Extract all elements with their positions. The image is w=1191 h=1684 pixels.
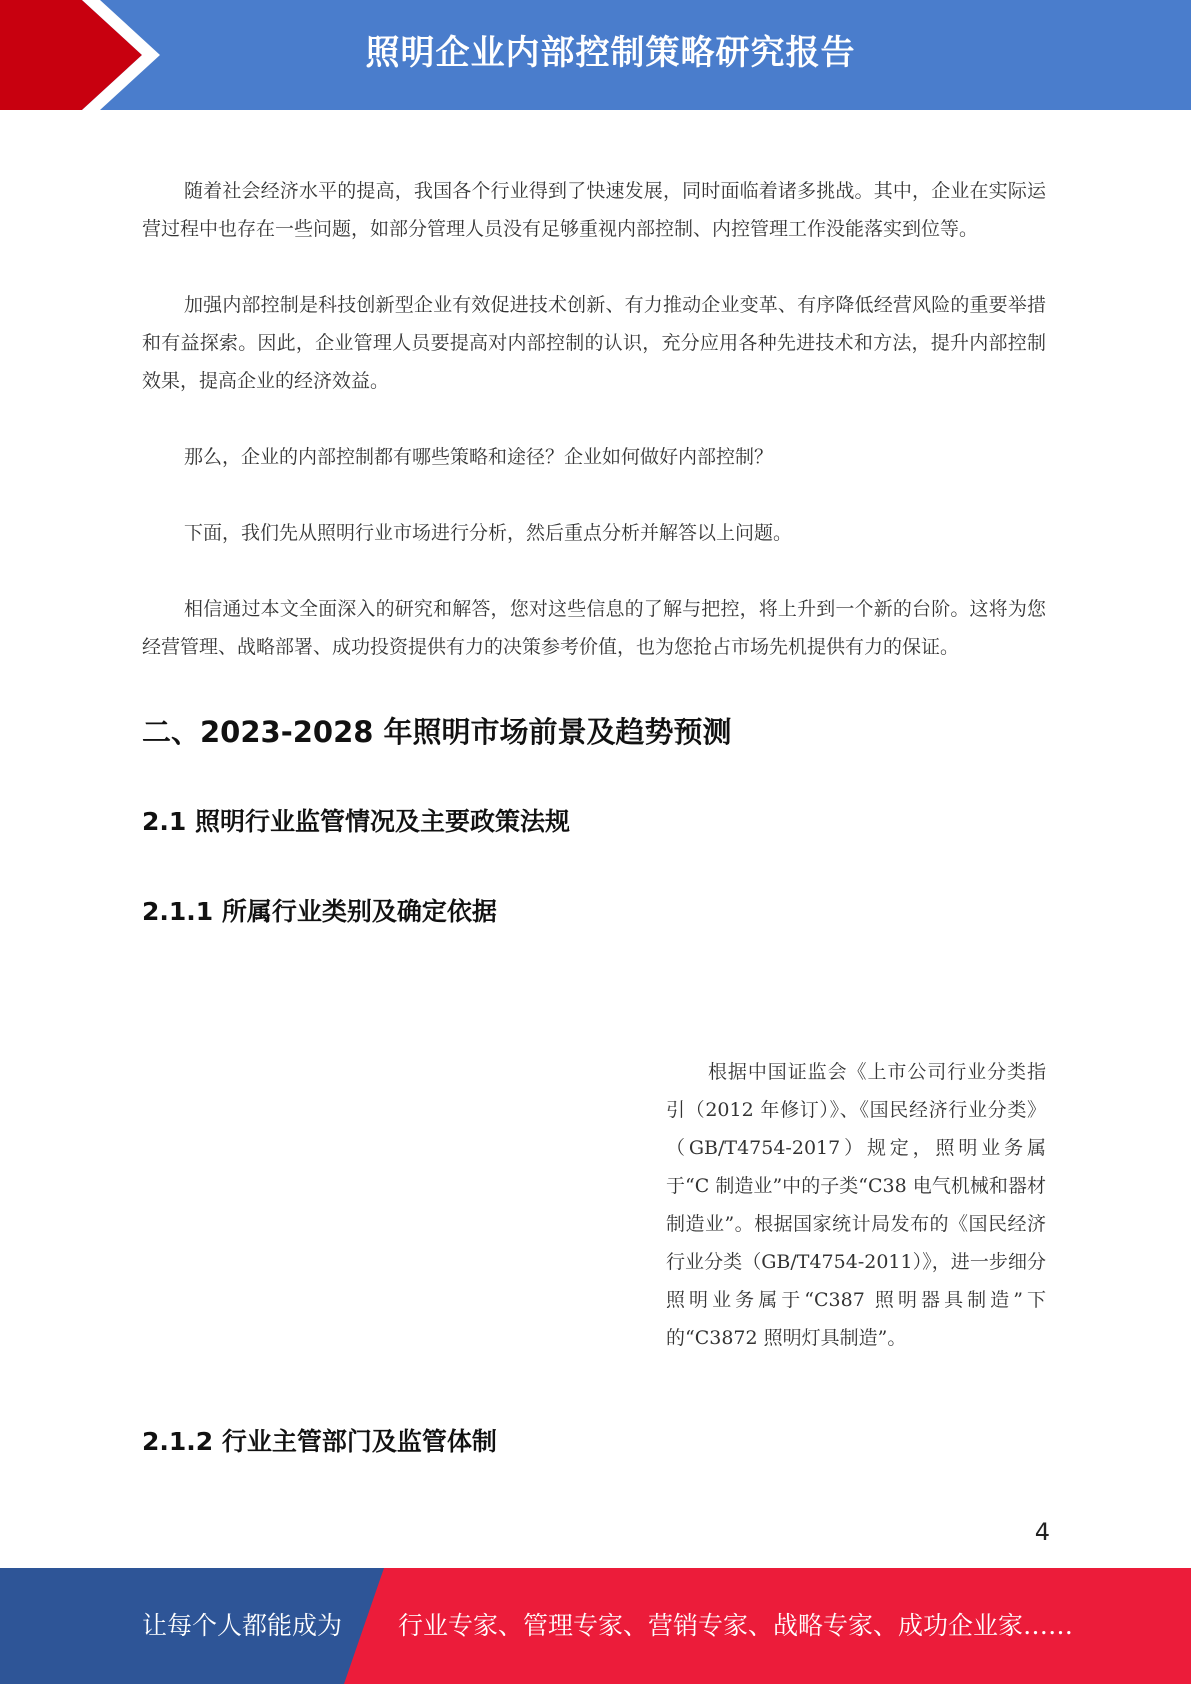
page-footer [0, 1568, 1191, 1684]
section-2-1-2-heading: 2.1.2 行业主管部门及监管体制 [142, 1427, 497, 1456]
section-2-1-heading: 2.1 照明行业监管情况及主要政策法规 [142, 807, 570, 836]
footer-slogan-right: 行业专家、管理专家、营销专家、战略专家、成功企业家…… [398, 1611, 1074, 1640]
page-number: 4 [1034, 1518, 1050, 1546]
intro-paragraph-5: 相信通过本文全面深入的研究和解答，您对这些信息的了解与把控，将上升到一个新的台阶。这将为您经营管理、战略部署、成功投资提供有力的决策参考价值，也为您抢占市场先机提供有力的保证。 [142, 598, 1046, 658]
intro-paragraph-1: 随着社会经济水平的提高，我国各个行业得到了快速发展，同时面临着诸多挑战。其中，企业在实际运营过程中也存在一些问题，如部分管理人员没有足够重视内部控制、内控管理工作没能落实到位等。 [142, 180, 1046, 240]
footer-slogan-left: 让每个人都能成为 [142, 1611, 343, 1640]
intro-paragraph-4: 下面，我们先从照明行业市场进行分析，然后重点分析并解答以上问题。 [184, 522, 793, 544]
intro-paragraph-2: 加强内部控制是科技创新型企业有效促进技术创新、有力推动企业变革、有序降低经营风险的重要举措和有益探索。因此，企业管理人员要提高对内部控制的认识，充分应用各种先进技术和方法，提升内部控制效果，提高企业的经济效益。 [142, 294, 1046, 392]
section-2-1-1-heading: 2.1.1 所属行业类别及确定依据 [142, 897, 497, 926]
intro-paragraph-3: 那么，企业的内部控制都有哪些策略和途径？企业如何做好内部控制？ [184, 446, 774, 468]
page-header [0, 0, 1191, 110]
classification-paragraph: 根据中国证监会《上市公司行业分类指引（2012 年修订）》、《国民经济行业分类》（GB/T4754-2017）规定，照明业务属于“C 制造业”中的子类“C38 电气机械和器材制造业”。根据国家统计局发布的《国民经济行业分类（GB/T4754-2011）》，进一步细分照明业务属于“C387 照明器具制造”下的“C3872 照明灯具制造”。 [666, 1061, 1046, 1349]
section-2-heading: 二、2023-2028 年照明市场前景及趋势预测 [142, 715, 732, 749]
report-title: 照明企业内部控制策略研究报告 [365, 33, 856, 73]
main-content [142, 172, 1046, 930]
